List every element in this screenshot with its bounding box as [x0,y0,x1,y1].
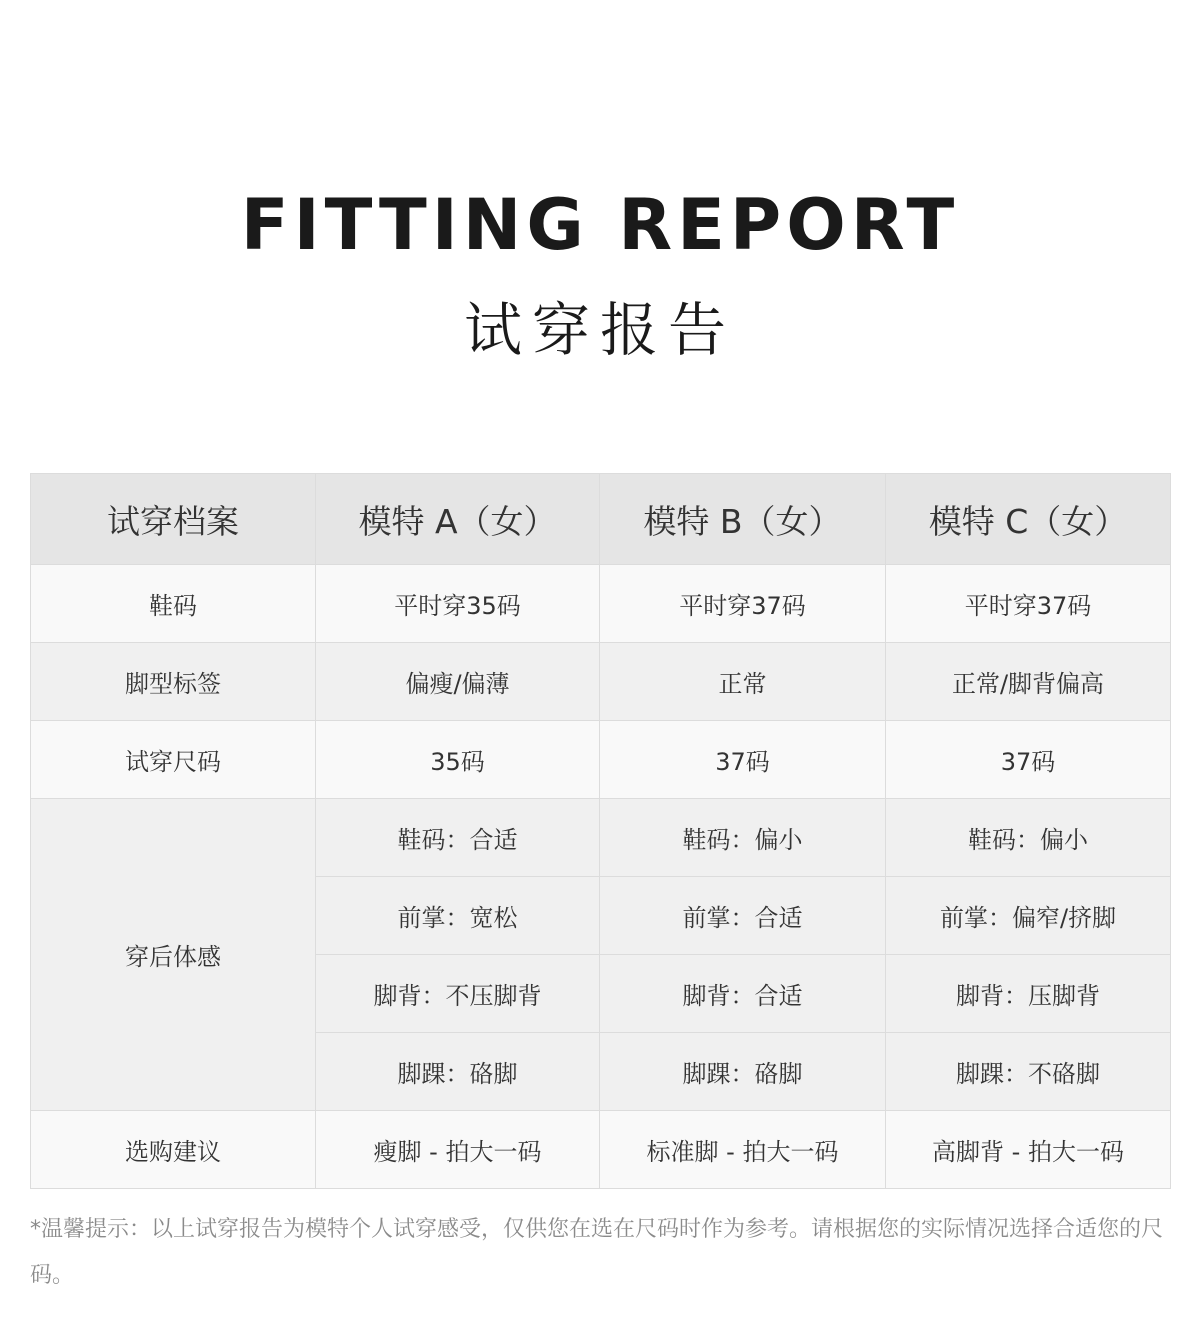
report-title-en: FITTING REPORT [240,184,960,266]
cell-model-b: 标准脚 - 拍大一码 [600,1111,886,1189]
table-row-foot-type [31,643,1171,721]
header-model-c: 模特 C（女） [886,474,1171,565]
header-model-a: 模特 A（女） [316,474,600,565]
cell-model-b: 平时穿37码 [600,565,886,643]
cell-model-b: 脚背：合适 [600,955,886,1033]
cell-model-a: 脚踝：硌脚 [316,1033,600,1111]
cell-model-a: 偏瘦/偏薄 [316,643,600,721]
cell-model-c: 前掌：偏窄/挤脚 [886,877,1171,955]
row-label: 试穿尺码 [31,721,316,799]
cell-model-a: 前掌：宽松 [316,877,600,955]
report-title-cn: 试穿报告 [463,296,736,364]
row-label: 选购建议 [31,1111,316,1189]
cell-model-b: 脚踝：硌脚 [600,1033,886,1111]
cell-model-b: 正常 [600,643,886,721]
cell-model-c: 高脚背 - 拍大一码 [886,1111,1171,1189]
header-profile: 试穿档案 [31,474,316,565]
cell-model-b: 前掌：合适 [600,877,886,955]
cell-model-c: 脚背：压脚背 [886,955,1171,1033]
header-model-b: 模特 B（女） [600,474,886,565]
fitting-report-table [30,473,1171,1189]
cell-model-c: 脚踝：不硌脚 [886,1033,1171,1111]
row-label: 鞋码 [31,565,316,643]
table-header-row [31,474,1171,565]
cell-model-c: 平时穿37码 [886,565,1171,643]
row-label-feel: 穿后体感 [31,799,316,1111]
cell-model-a: 35码 [316,721,600,799]
cell-model-c: 正常/脚背偏高 [886,643,1171,721]
row-label: 脚型标签 [31,643,316,721]
cell-model-a: 瘦脚 - 拍大一码 [316,1111,600,1189]
table-row-trial-size [31,721,1171,799]
cell-model-a: 平时穿35码 [316,565,600,643]
table-row-advice [31,1111,1171,1189]
cell-model-a: 脚背：不压脚背 [316,955,600,1033]
cell-model-a: 鞋码：合适 [316,799,600,877]
disclaimer-note: *温馨提示：以上试穿报告为模特个人试穿感受，仅供您在选在尺码时作为参考。请根据您的实际情况选择合适您的尺码。 [30,1217,1164,1288]
table-row-shoe-size [31,565,1171,643]
cell-model-c: 鞋码：偏小 [886,799,1171,877]
cell-model-b: 鞋码：偏小 [600,799,886,877]
cell-model-b: 37码 [600,721,886,799]
cell-model-c: 37码 [886,721,1171,799]
table-row-feel-size [31,799,1171,877]
